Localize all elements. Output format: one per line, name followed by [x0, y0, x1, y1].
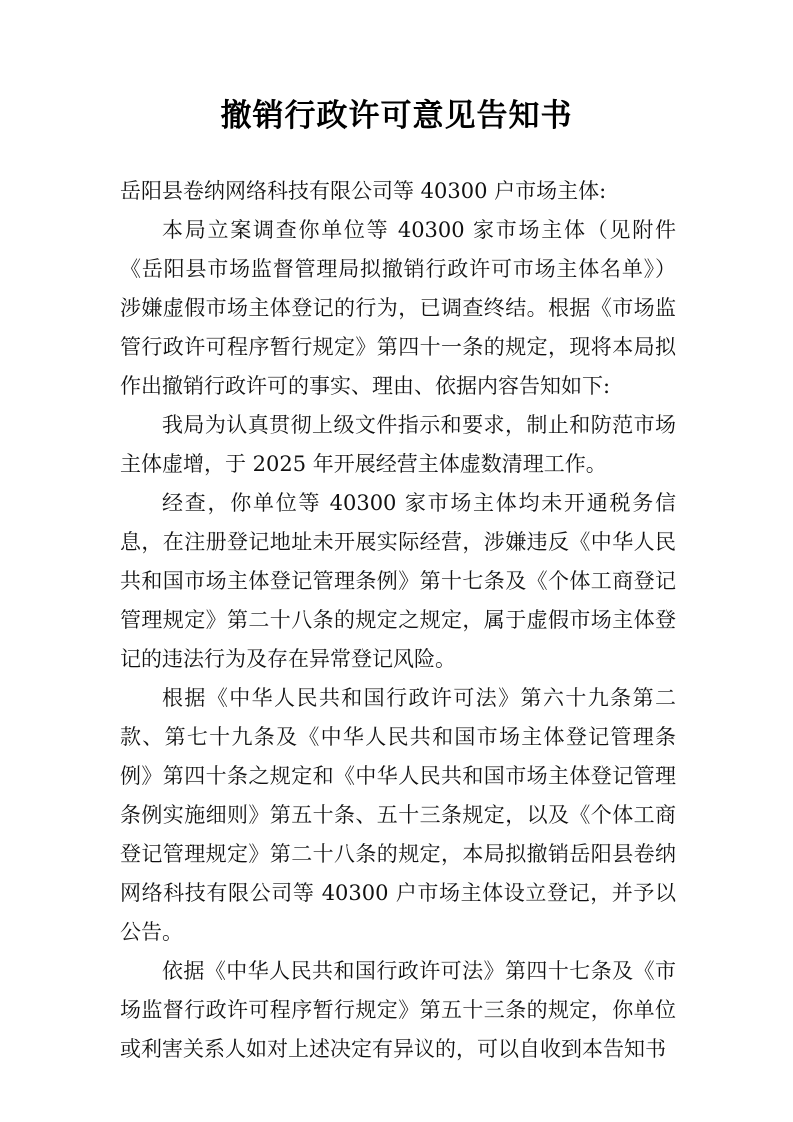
paragraph-findings: 经查，你单位等 40300 家市场主体均未开通税务信息，在注册登记地址未开展实际经营，涉嫌违反《中华人民共和国市场主体登记管理条例》第十七条及《个体工商登记管理规定》第二十八条的规定之规定，属于虚假市场主体登记的违法行为及存在异常登记风险。 [120, 491, 676, 671]
paragraph-notice-intro: 本局立案调查你单位等 40300 家市场主体（见附件《岳阳县市场监督管理局拟撤销行政许可市场主体名单》）涉嫌虚假市场主体登记的行为，已调查终结。根据《市场监管行政许可程序暂行规定》第四十一条的规定，现将本局拟作出撤销行政许可的事实、理由、依据内容告知如下: [120, 218, 676, 398]
document-body [120, 172, 676, 1069]
paragraph-background: 我局为认真贯彻上级文件指示和要求，制止和防范市场主体虚增，于 2025 年开展经营主体虚数清理工作。 [120, 413, 676, 476]
paragraph-legal-basis: 根据《中华人民共和国行政许可法》第六十九条第二款、第七十九条及《中华人民共和国市场主体登记管理条例》第四十条之规定和《中华人民共和国市场主体登记管理条例实施细则》第五十条、五十三条规定，以及《个体工商登记管理规定》第二十八条的规定，本局拟撤销岳阳县卷纳网络科技有限公司等 40300 户市场主体设立登记，并予以公告。 [120, 686, 676, 944]
paragraph-appeal-rights: 依据《中华人民共和国行政许可法》第四十七条及《市场监督行政许可程序暂行规定》第五十三条的规定，你单位或利害关系人如对上述决定有异议的，可以自收到本告知书 [120, 959, 676, 1061]
document-title: 撤销行政许可意见告知书 [220, 98, 573, 134]
salutation: 岳阳县卷纳网络科技有限公司等 40300 户市场主体: [120, 179, 607, 203]
